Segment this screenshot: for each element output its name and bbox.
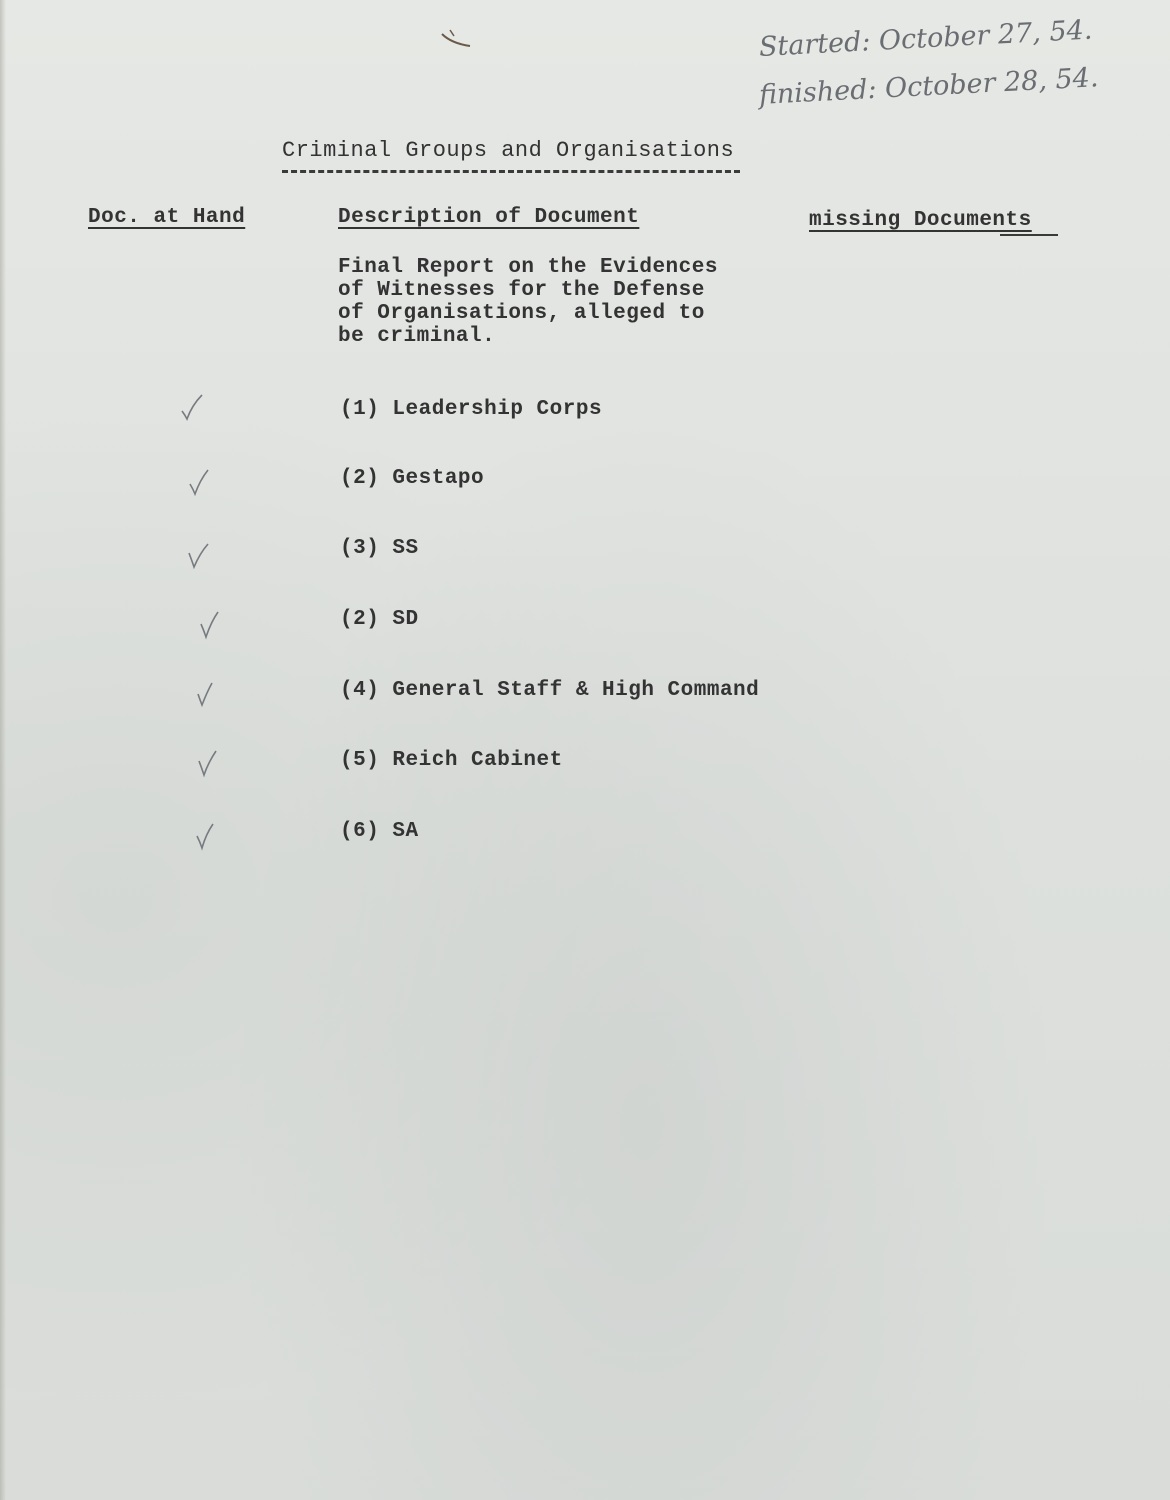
check-mark-icon — [198, 610, 228, 640]
handwritten-dates-note — [755, 14, 1100, 118]
paper-edge — [0, 0, 6, 1500]
list-item-ss: (3) SS — [340, 537, 419, 560]
intro-line: of Witnesses for the Defense — [338, 279, 705, 302]
intro-paragraph — [338, 256, 758, 348]
page-title: Criminal Groups and Organisations — [282, 138, 735, 163]
list-item-leadership-corps: (1) Leadership Corps — [340, 398, 603, 421]
missing-header-underline-extension — [1000, 234, 1058, 236]
column-header-description: Description of Document — [338, 206, 640, 229]
title-dashed-underline — [282, 170, 740, 173]
check-mark-icon — [194, 680, 224, 710]
check-mark-icon — [196, 749, 226, 779]
check-mark-icon — [178, 393, 208, 423]
intro-line: be criminal. — [338, 325, 496, 348]
list-item-reich-cabinet: (5) Reich Cabinet — [340, 749, 563, 772]
list-item-gestapo: (2) Gestapo — [340, 467, 485, 490]
list-item-sa: (6) SA — [340, 820, 419, 843]
list-item-general-staff-high-command: (4) General Staff & High Command — [340, 679, 760, 702]
handwritten-finished-date: finished: October 28, 54. — [758, 62, 1100, 111]
check-mark-icon — [194, 822, 224, 852]
intro-line: Final Report on the Evidences — [338, 256, 718, 279]
stray-pencil-mark — [440, 28, 474, 50]
column-header-missing-documents: missing Documents — [809, 209, 1032, 232]
column-header-doc-at-hand: Doc. at Hand — [88, 206, 246, 229]
intro-line: of Organisations, alleged to — [338, 302, 705, 325]
list-item-sd: (2) SD — [340, 608, 419, 631]
check-mark-icon — [186, 541, 216, 571]
handwritten-started-date: Started: October 27, 54. — [758, 14, 1094, 63]
check-mark-icon — [186, 468, 216, 498]
